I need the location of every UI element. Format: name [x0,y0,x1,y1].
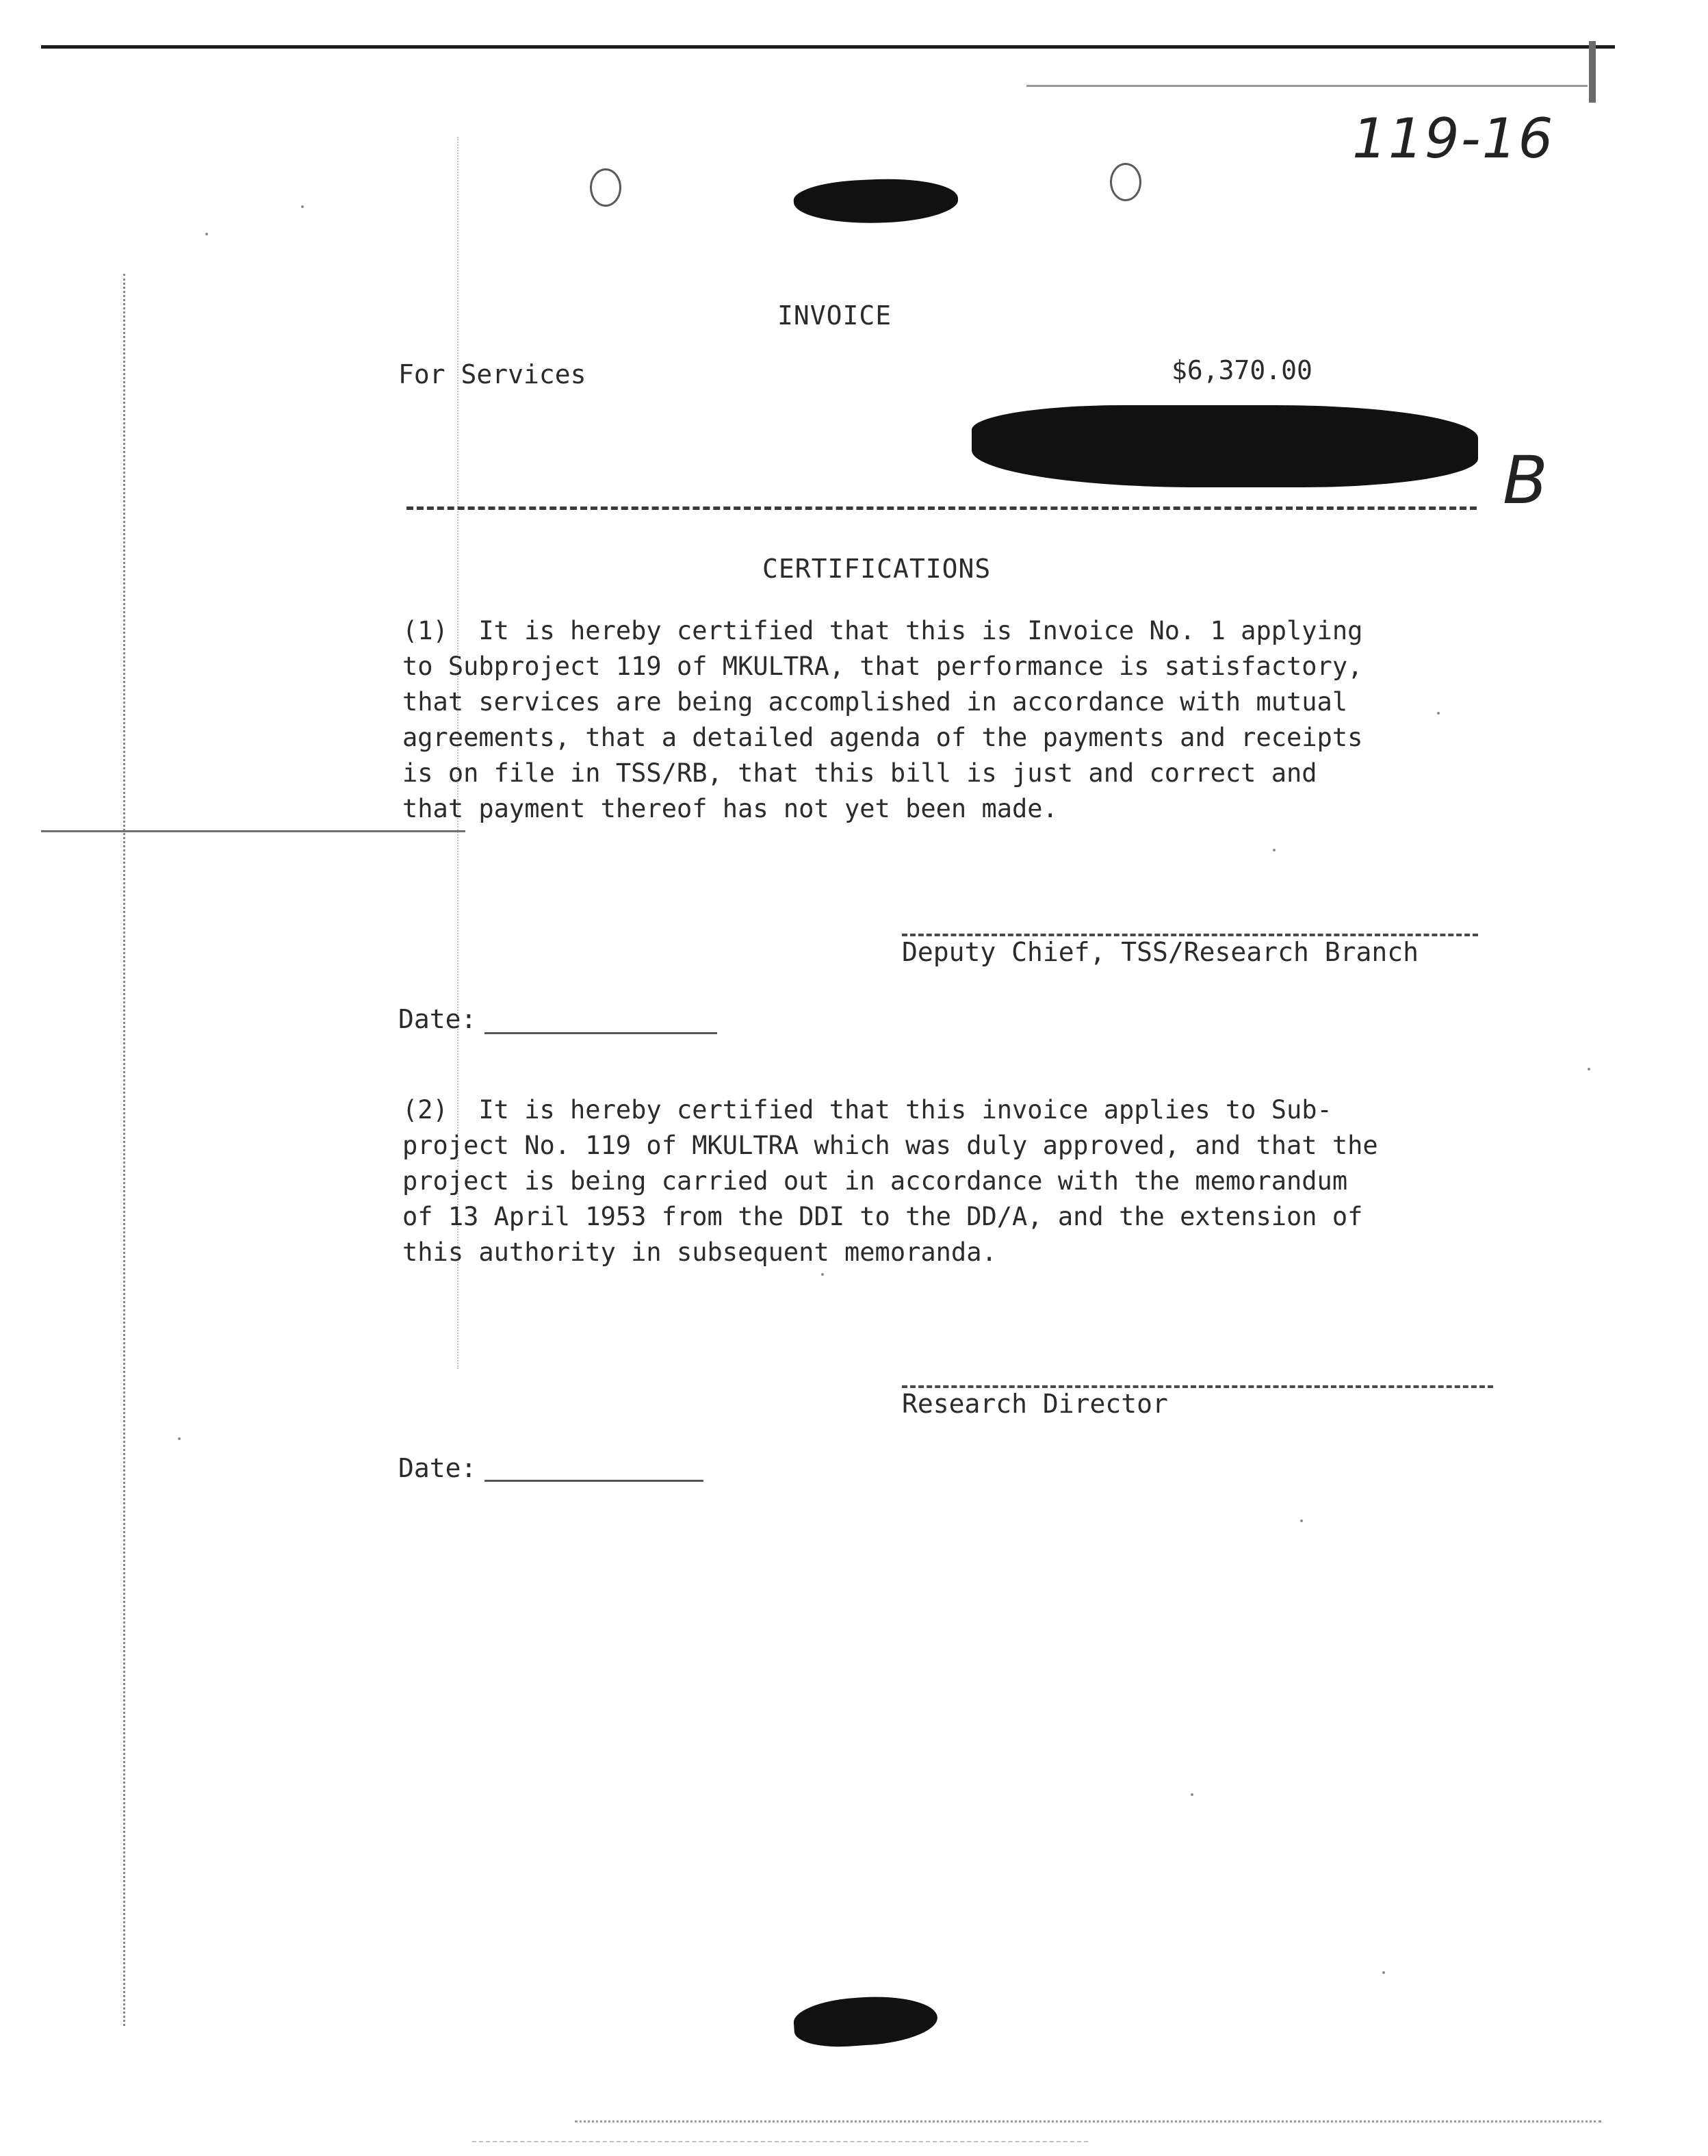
scan-bottom-edge-faint [472,2141,1088,2142]
scan-speck [1300,1519,1303,1522]
paragraph-line: project No. 119 of MKULTRA which was duly approved, and that the [402,1131,1378,1160]
scan-speck [1273,849,1276,851]
scan-speck [205,233,208,235]
scan-speck [821,1273,824,1276]
invoice-for-label: For Services [398,359,586,389]
scan-fold-line [41,830,465,832]
punch-hole-left [590,168,621,207]
scan-speck [1588,1068,1590,1070]
scan-speck [1437,712,1440,715]
section-divider [406,506,1477,510]
scan-top-edge [41,45,1615,49]
scan-bottom-edge [575,2120,1601,2122]
scan-top-edge-faint [1026,85,1588,87]
signatory-label-2: Research Director [902,1389,1168,1419]
redaction-payee [972,405,1478,487]
handwritten-file-number: 119-16 [1352,107,1555,170]
scan-margin-line [123,274,125,2026]
paragraph-line: this authority in subsequent memoranda. [402,1237,997,1267]
paragraph-line: that services are being accomplished in accordance with mutual [402,687,1348,717]
paragraph-line: is on file in TSS/RB, that this bill is just and correct and [402,758,1317,788]
scan-speck [178,1437,181,1440]
paragraph-line: agreements, that a detailed agenda of the payments and receipts [402,723,1363,752]
scan-corner-mark [1589,41,1596,103]
punch-hole-right [1110,163,1141,201]
date-label-2: Date: [398,1453,477,1483]
scan-speck [1382,1971,1385,1974]
invoice-title: INVOICE [777,300,892,331]
date-line-2 [484,1480,703,1482]
paragraph-line: that payment thereof has not yet been made. [402,794,1058,823]
signatory-label-1: Deputy Chief, TSS/Research Branch [902,937,1419,967]
certification-paragraph-1 [402,613,1429,827]
redaction-bottom [792,1992,939,2050]
signature-line-1 [902,934,1478,936]
paragraph-line: of 13 April 1953 from the DDI to the DD/A, and the extension of [402,1202,1363,1231]
paragraph-line: (2) It is hereby certified that this invoice applies to Sub- [402,1095,1332,1125]
paragraph-line: to Subproject 119 of MKULTRA, that performance is satisfactory, [402,652,1363,681]
signature-line-2 [902,1385,1493,1388]
redaction-top [792,175,959,227]
date-line-1 [484,1032,717,1034]
paragraph-line: (1) It is hereby certified that this is Invoice No. 1 applying [402,616,1363,645]
handwritten-mark: B [1503,442,1548,519]
scan-speck [1191,1793,1193,1796]
scan-speck [301,205,304,208]
invoice-amount: $6,370.00 [1172,355,1312,385]
certification-paragraph-2 [402,1092,1429,1270]
date-label-1: Date: [398,1004,477,1034]
paragraph-line: project is being carried out in accordance with the memorandum [402,1166,1348,1196]
certifications-title: CERTIFICATIONS [762,554,992,584]
